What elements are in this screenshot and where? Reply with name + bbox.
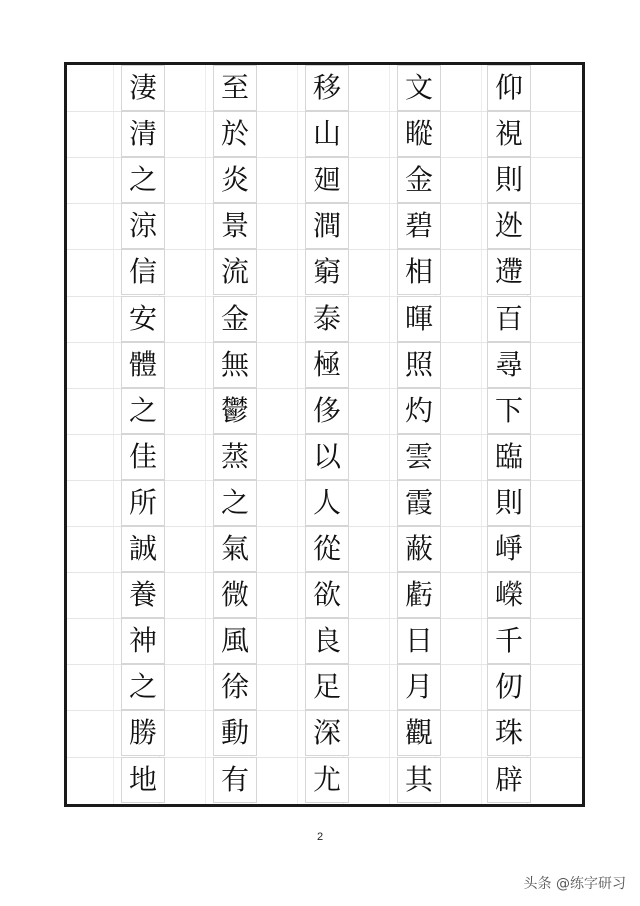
grid-character: 勝 (121, 710, 165, 756)
grid-character: 蒸 (213, 434, 257, 480)
grid-character: 欲 (305, 572, 349, 618)
grid-character: 地 (121, 757, 165, 803)
grid-character: 炎 (213, 157, 257, 203)
grid-character: 仞 (487, 664, 531, 710)
grid-character: 徐 (213, 664, 257, 710)
grid-character: 體 (121, 342, 165, 388)
grid-character: 山 (305, 111, 349, 157)
grid-character: 所 (121, 480, 165, 526)
grid-character: 日 (397, 618, 441, 664)
grid-character: 清 (121, 111, 165, 157)
grid-character: 蔽 (397, 526, 441, 572)
grid-character: 觀 (397, 710, 441, 756)
grid-character: 則 (487, 480, 531, 526)
grid-character: 信 (121, 249, 165, 295)
grid-character: 有 (213, 757, 257, 803)
grid-character: 碧 (397, 203, 441, 249)
grid-character: 虧 (397, 572, 441, 618)
grid-character: 從 (305, 526, 349, 572)
grid-character: 灼 (397, 388, 441, 434)
grid-character: 金 (213, 296, 257, 342)
grid-character: 流 (213, 249, 257, 295)
grid-character: 涼 (121, 203, 165, 249)
grid-character: 迯 (487, 203, 531, 249)
grid-character: 移 (305, 65, 349, 111)
grid-character: 於 (213, 111, 257, 157)
grid-character: 動 (213, 710, 257, 756)
grid-character: 景 (213, 203, 257, 249)
grid-character: 之 (121, 157, 165, 203)
grid-character: 深 (305, 710, 349, 756)
grid-character: 澗 (305, 203, 349, 249)
grid-character: 微 (213, 572, 257, 618)
calligraphy-grid-sheet (64, 62, 585, 807)
grid-character: 尋 (487, 342, 531, 388)
grid-character: 尤 (305, 757, 349, 803)
grid-character: 養 (121, 572, 165, 618)
grid-character: 足 (305, 664, 349, 710)
grid-character: 遰 (487, 249, 531, 295)
grid-character: 下 (487, 388, 531, 434)
grid-character: 佳 (121, 434, 165, 480)
grid-character: 侈 (305, 388, 349, 434)
grid-character: 泰 (305, 296, 349, 342)
grid-character: 極 (305, 342, 349, 388)
grid-character: 視 (487, 111, 531, 157)
grid-character: 暉 (397, 296, 441, 342)
grid-character: 辟 (487, 757, 531, 803)
grid-character: 仰 (487, 65, 531, 111)
grid-character: 嶸 (487, 572, 531, 618)
grid-character: 金 (397, 157, 441, 203)
grid-character: 人 (305, 480, 349, 526)
grid-character: 則 (487, 157, 531, 203)
grid-character: 良 (305, 618, 349, 664)
grid-character: 無 (213, 342, 257, 388)
grid-character: 百 (487, 296, 531, 342)
grid-character: 瞛 (397, 111, 441, 157)
grid-character: 文 (397, 65, 441, 111)
grid-character: 月 (397, 664, 441, 710)
grid-character: 窮 (305, 249, 349, 295)
grid-character: 廻 (305, 157, 349, 203)
grid-character: 照 (397, 342, 441, 388)
grid-character: 風 (213, 618, 257, 664)
grid-character: 崢 (487, 526, 531, 572)
grid-character: 臨 (487, 434, 531, 480)
grid-character: 之 (213, 480, 257, 526)
grid-character: 珠 (487, 710, 531, 756)
grid-character: 鬱 (213, 388, 257, 434)
grid-character: 其 (397, 757, 441, 803)
grid-character: 神 (121, 618, 165, 664)
grid-character: 之 (121, 388, 165, 434)
grid-character: 雲 (397, 434, 441, 480)
grid-character: 相 (397, 249, 441, 295)
grid-character: 至 (213, 65, 257, 111)
grid-character: 氣 (213, 526, 257, 572)
grid-character: 安 (121, 296, 165, 342)
grid-character: 千 (487, 618, 531, 664)
grid-character: 誠 (121, 526, 165, 572)
grid-character: 霞 (397, 480, 441, 526)
grid-character: 淒 (121, 65, 165, 111)
page-number: 2 (316, 831, 324, 843)
grid-character: 以 (305, 434, 349, 480)
watermark-text: 头条 @练字研习 (523, 876, 626, 892)
character-grid (67, 65, 582, 804)
grid-character: 之 (121, 664, 165, 710)
